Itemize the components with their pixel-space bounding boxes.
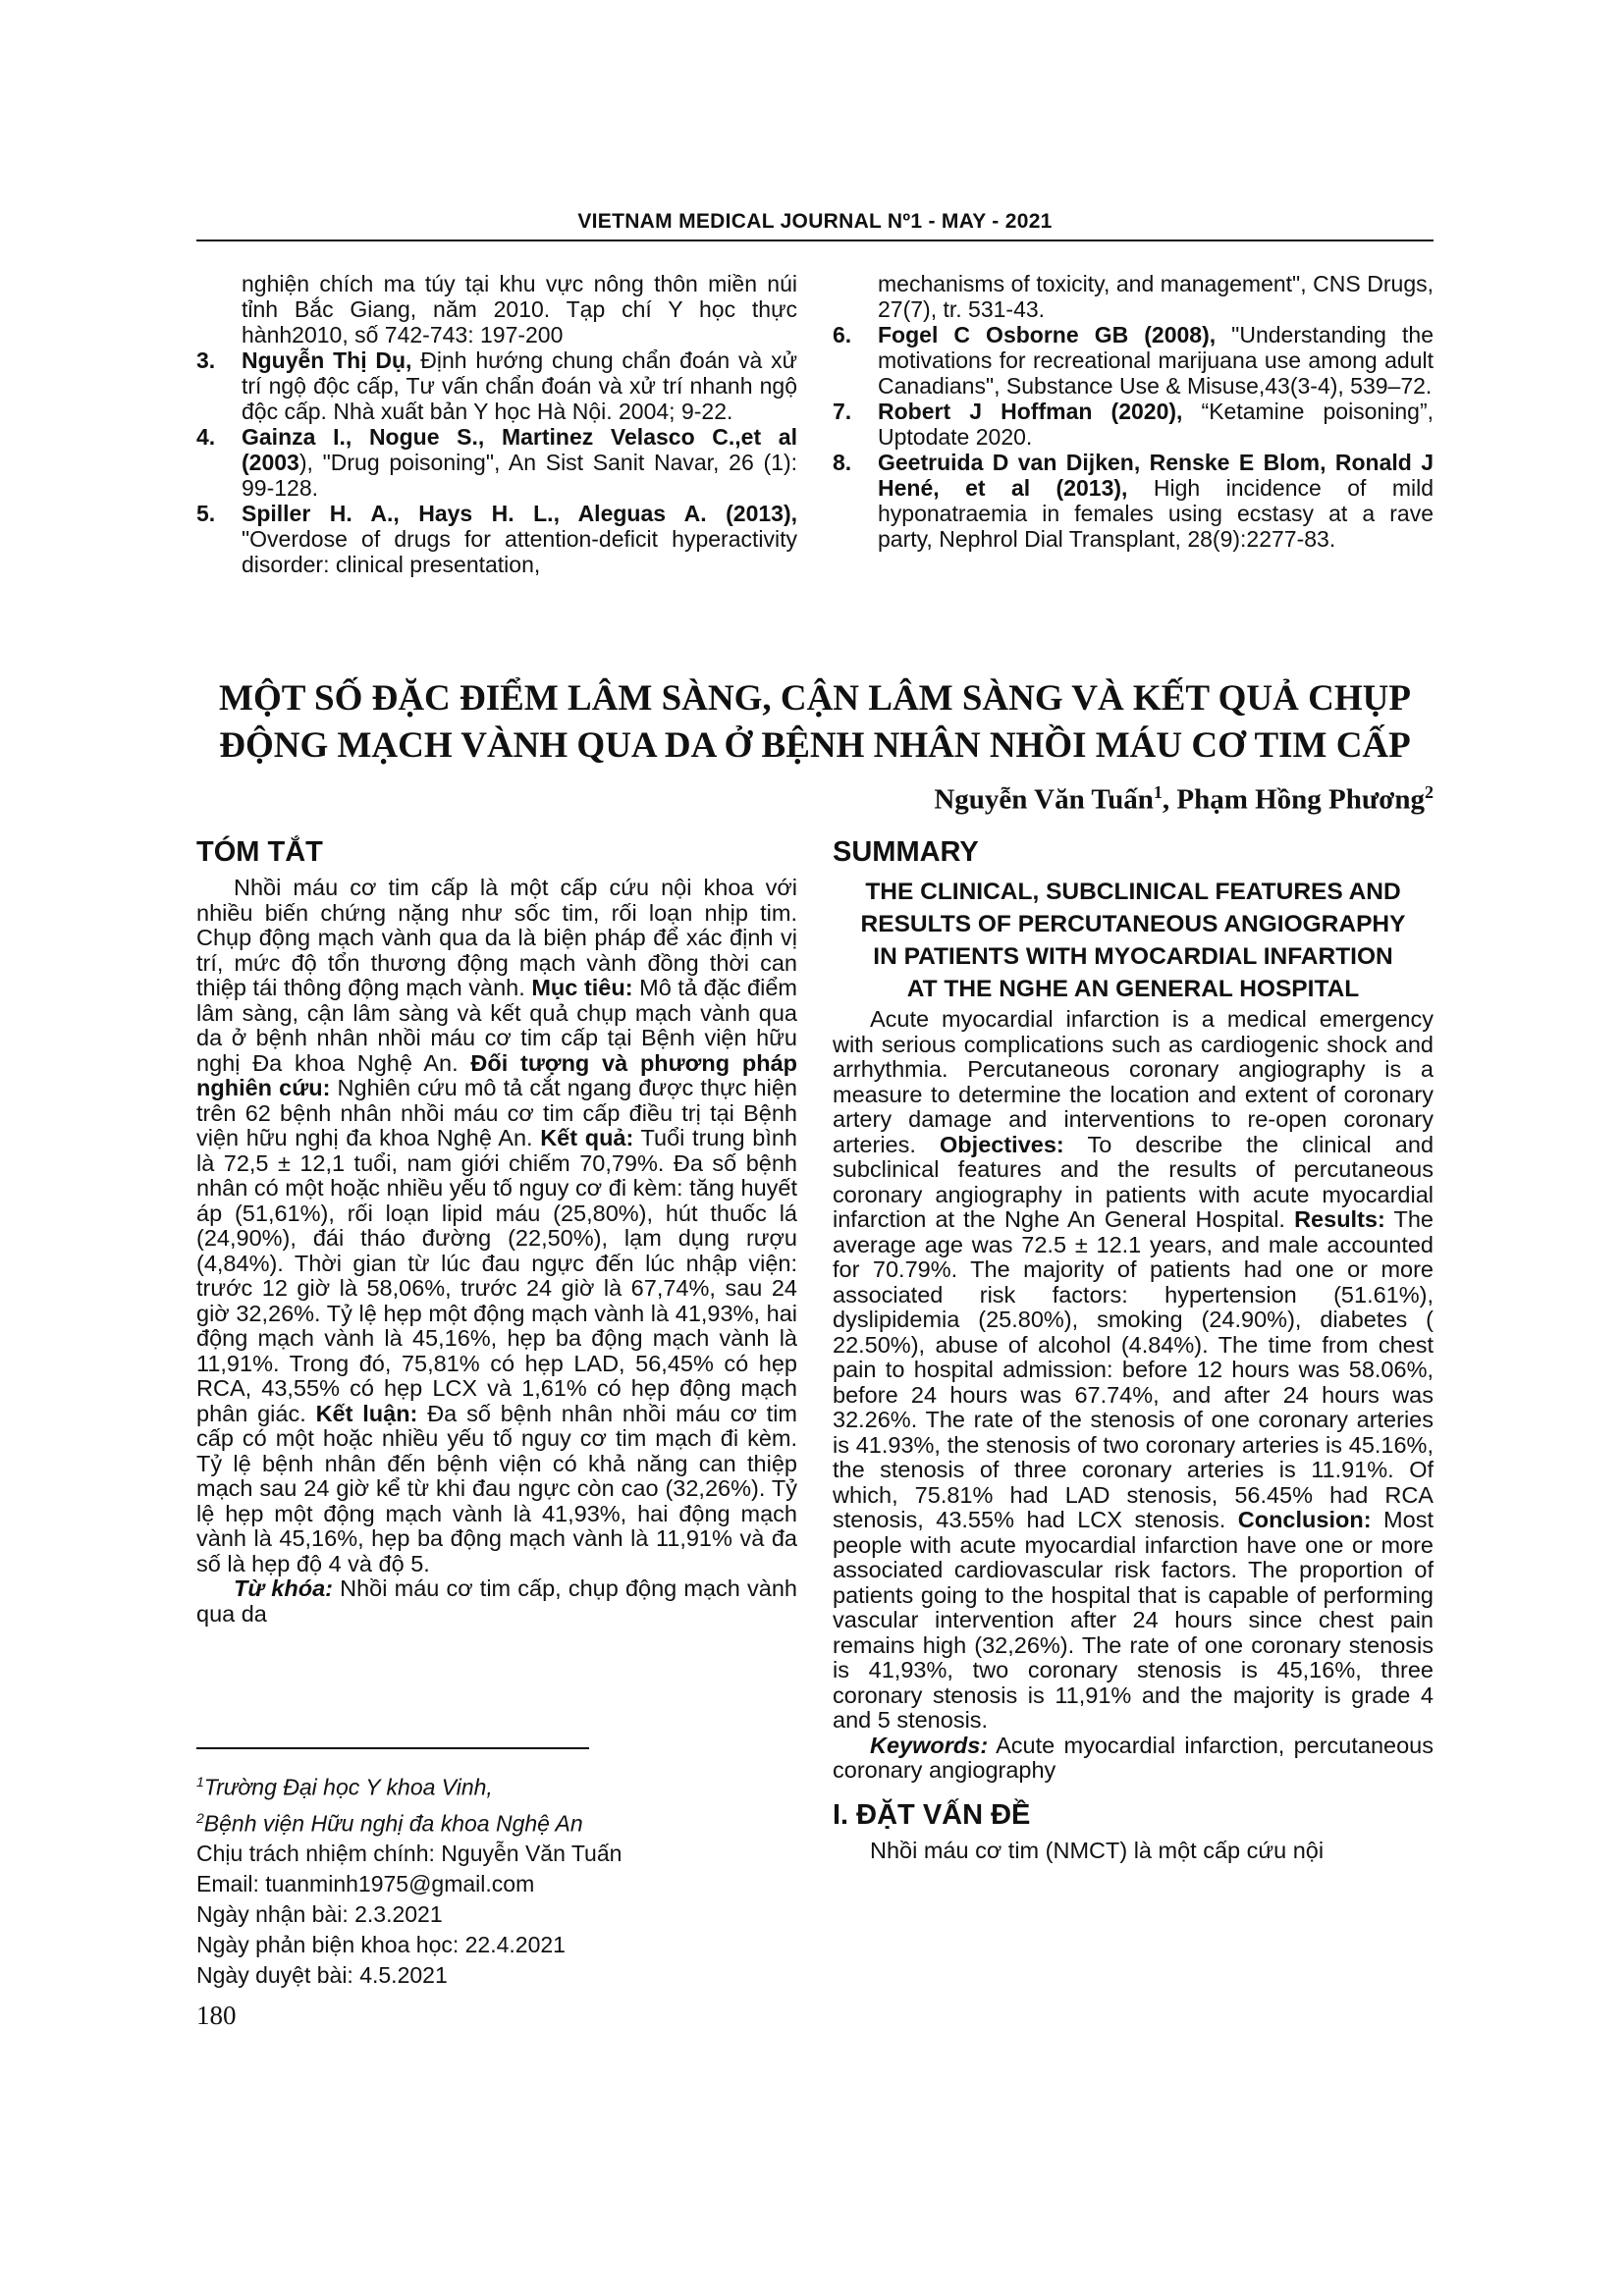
summary-text: To describe the clinical and subclinical features and the results of percutaneous coronary angiography in patients with acute myocardial infarction at the Nghe An General Hospital. (833, 1131, 1435, 1232)
article-title-line: ĐỘNG MẠCH VÀNH QUA DA Ở BỆNH NHÂN NHỒI MÁU CƠ TIM CẤP (219, 725, 1411, 766)
reference-item (833, 322, 1434, 399)
keywords-label: Từ khóa: (234, 1575, 333, 1601)
date-received: Ngày nhận bài: 2.3.2021 (196, 1901, 443, 1928)
reference-text: "Overdose of drugs for attention-deficit hyperactivity disorder: clinical presentation, (242, 526, 797, 577)
date-accepted: Ngày duyệt bài: 4.5.2021 (196, 1962, 448, 1989)
keywords-text: Acute myocardial infarction, percutaneous coronary angiography (833, 1732, 1434, 1783)
reference-authors: Nguyễn Thị Dụ, (242, 347, 412, 373)
author-line (934, 782, 1434, 817)
summary-label: Objectives: (940, 1131, 1064, 1157)
email: Email: tuanminh1975@gmail.com (196, 1871, 535, 1897)
keywords-paragraph (196, 1576, 797, 1627)
intro-paragraph: Nhồi máu cơ tim (NMCT) là một cấp cứu nội (870, 1837, 1325, 1863)
abstract-text: Nhồi máu cơ tim cấp là một cấp cứu nội khoa với nhiều biến chứng nặng như sốc tim, rối loạn nhịp tim. Chụp động mạch vành qua da là biện pháp để xác định vị trí, mức độ tổn thương động mạch vành đồng thời can thiệp tái thông động mạch vành. (196, 875, 797, 1000)
summary-label: Results: (1294, 1206, 1385, 1232)
reference-number: 3. (196, 347, 216, 373)
abstract-text: Nghiên cứu mô tả cắt ngang được thực hiện trên 62 bệnh nhân nhồi máu cơ tim cấp điều trị tại Bệnh viện hữu nghị đa khoa Nghệ An. (196, 1075, 797, 1150)
date-reviewed: Ngày phản biện khoa học: 22.4.2021 (196, 1932, 566, 1958)
reference-authors: Fogel C Osborne GB (2008), (878, 322, 1217, 347)
article-title (196, 675, 1434, 770)
footnotes (196, 1767, 797, 1991)
abstract-text: Mô tả đặc điểm lâm sàng, cận lâm sàng và kết quả chụp mạch vành qua da ở bệnh nhân nhồi máu cơ tim cấp tại Bệnh viện hữu nghị Đa khoa Nghệ An. (196, 975, 797, 1076)
summary-text: Acute myocardial infarction is a medical emergency with serious complications such as cardiogenic shock and arrhythmia. Percutaneous coronary angiography is a measure to determine the location and extent of coronary artery damage and interventions to re-open coronary arteries. (833, 1006, 1434, 1157)
journal-header: VIETNAM MEDICAL JOURNAL Nº1 - MAY - 2021 (577, 210, 1053, 233)
affiliation-marker: 2 (1425, 782, 1434, 802)
section-heading: SUMMARY (833, 836, 979, 868)
reference-authors: Robert J Hoffman (2020), (878, 399, 1183, 424)
reference-continuation: mechanisms of toxicity, and management", CNS Drugs, 27(7), tr. 531-43. (878, 271, 1434, 322)
reference-number: 5. (196, 501, 216, 526)
reference-number: 6. (833, 322, 852, 347)
reference-item (833, 399, 1434, 450)
footnote-rule (196, 1747, 589, 1749)
section-heading: TÓM TẮT (196, 836, 323, 868)
abstract-text: Đa số bệnh nhân nhồi máu cơ tim cấp có một hoặc nhiều yếu tố nguy cơ tim mạch đi kèm. Tỷ lệ bệnh nhân đến bệnh viện có khả năng can thiệp mạch sau 24 giờ kể từ khi đau ngực còn cao (32,26%). Tỷ lệ hẹp một động mạch vành là 41,93%, hai động mạch vành là 45,16%, hẹp ba động mạch vành là 11,91% và đa số là hẹp độ 4 và độ 5. (196, 1400, 797, 1576)
reference-text: High incidence of mild hyponatraemia in females using ecstasy at a rave party, Nephrol Dial Transplant, 28(9):2277-83. (878, 475, 1434, 552)
references-left (196, 271, 797, 577)
abstract-label: Kết luận: (315, 1400, 418, 1426)
section-heading: I. ĐẶT VẤN ĐỀ (833, 1798, 1031, 1831)
left-column (196, 834, 797, 1627)
page-number: 180 (196, 2001, 237, 2030)
reference-text: "Understanding the motivations for recreational marijuana use among adult Canadians", Substance Use & Misuse,43(3-4), 539–72. (878, 322, 1434, 399)
author-name: Nguyễn Văn Tuấn (934, 783, 1154, 816)
english-title: THE CLINICAL, SUBCLINICAL FEATURES AND RESULTS OF PERCUTANEOUS ANGIOGRAPHY IN PATIENTS WITH MYOCARDIAL INFARTION AT THE NGHE AN GENERAL HOSPITAL (860, 879, 1406, 1002)
reference-number: 8. (833, 450, 852, 475)
abstract-label: Kết quả: (540, 1125, 634, 1150)
summary-text: Most people with acute myocardial infarction have one or more associated cardiovascular risk factors. The proportion of patients going to the hospital that is capable of performing vascular intervention after 24 hours since chest pain remains high (32,26%). The rate of one coronary stenosis is 41,93%, two coronary stenosis is 45,16%, three coronary stenosis is 11,91% and the majority is grade 4 and 5 stenosis. (833, 1507, 1434, 1733)
reference-authors: Geetruida D van Dijken, Renske E Blom, Ronald J Hené, et al (2013), (878, 450, 1434, 501)
corresponding-author: Chịu trách nhiệm chính: Nguyễn Văn Tuấn (196, 1841, 623, 1867)
right-column (833, 834, 1434, 1863)
reference-continuation: nghiện chích ma túy tại khu vực nông thôn miền núi tỉnh Bắc Giang, năm 2010. Tạp chí Y học thực hành2010, số 742-743: 197-200 (242, 271, 797, 347)
abstract-label: Mục tiêu: (531, 975, 633, 1000)
summary-label: Conclusion: (1237, 1507, 1372, 1532)
author-name: Phạm Hồng Phương (1176, 783, 1425, 816)
reference-text: ), "Drug poisoning", An Sist Sanit Navar, 26 (1): 99-128. (242, 450, 797, 501)
reference-authors: Gainza I., Nogue S., Martinez Velasco C.,et al (2003 (242, 424, 797, 475)
keywords-paragraph (833, 1734, 1434, 1784)
reference-number: 4. (196, 424, 216, 450)
header-rule (196, 240, 1434, 241)
reference-item (196, 424, 797, 501)
article-title-line: MỘT SỐ ĐẶC ĐIỂM LÂM SÀNG, CẬN LÂM SÀNG VÀ KẾT QUẢ CHỤP (219, 678, 1411, 719)
reference-item (833, 450, 1434, 552)
keywords-label: Keywords: (870, 1732, 989, 1758)
affiliation-marker: 1 (1153, 782, 1163, 802)
summary-paragraph (833, 1007, 1434, 1734)
abstract-paragraph (196, 876, 797, 1576)
reference-text: “Ketamine poisoning”, Uptodate 2020. (878, 399, 1435, 450)
reference-text: Định hướng chung chẩn đoán và xử trí ngộ độc cấp, Tư vấn chẩn đoán và xử trí nhanh ngộ độc cấp. Nhà xuất bản Y học Hà Nội. 2004; 9-22. (242, 347, 797, 424)
author-separator: , (1162, 783, 1177, 816)
references-right (833, 271, 1434, 552)
abstract-label: Đối tượng và phương pháp nghiên cứu: (196, 1049, 797, 1100)
reference-authors: Spiller H. A., Hays H. L., Aleguas A. (2013), (242, 501, 797, 526)
affiliation-2: $^2$Bệnh viện Hữu nghị đa khoa Nghệ An (196, 1809, 583, 1837)
summary-text: The average age was 72.5 ± 12.1 years, and male accounted for 70.79%. The majority of patients had one or more associated risk factors: hypertension (51.61%), dyslipidemia (25.80%), smoking (24.90%), diabetes ( 22.50%), abuse of alcohol (4.84%). The time from chest pain to hospital admission: before 12 hours was 58.06%, before 24 hours was 67.74%, and after 24 hours was 32.26%. The rate of the stenosis of one coronary arteries is 41.93%, the stenosis of two coronary arteries is 45.16%, the stenosis of three coronary arteries is 11.91%. Of which, 75.81% had LAD stenosis, 56.45% had RCA stenosis, 43.55% had LCX stenosis. (833, 1206, 1434, 1532)
affiliation-1: $^1$Trường Đại học Y khoa Vinh, (196, 1774, 493, 1800)
keywords-text: Nhồi máu cơ tim cấp, chụp động mạch vành qua da (196, 1575, 797, 1627)
reference-item (196, 501, 797, 577)
reference-item (196, 347, 797, 424)
abstract-text: Tuổi trung bình là 72,5 ± 12,1 tuổi, nam giới chiếm 70,79%. Đa số bệnh nhân có một hoặc nhiều yếu tố nguy cơ đi kèm: tăng huyết áp (51,61%), rối loạn lipid máu (25,80%), hút thuốc lá (24,90%), đái tháo đường (22,50%), lạm dụng rượu (4,84%). Thời gian từ lúc đau ngực đến lúc nhập viện: trước 12 giờ là 58,06%, trước 24 giờ là 67,74%, sau 24 giờ 32,26%. Tỷ lệ hẹp một động mạch vành là 41,93%, hai động mạch vành là 45,16%, hẹp ba động mạch vành là 11,91%. Trong đó, 75,81% có hẹp LAD, 56,45% có hẹp RCA, 43,55% có hẹp LCX và 1,61% có hẹp động mạch phân giác. (196, 1125, 797, 1426)
reference-number: 7. (833, 399, 852, 424)
